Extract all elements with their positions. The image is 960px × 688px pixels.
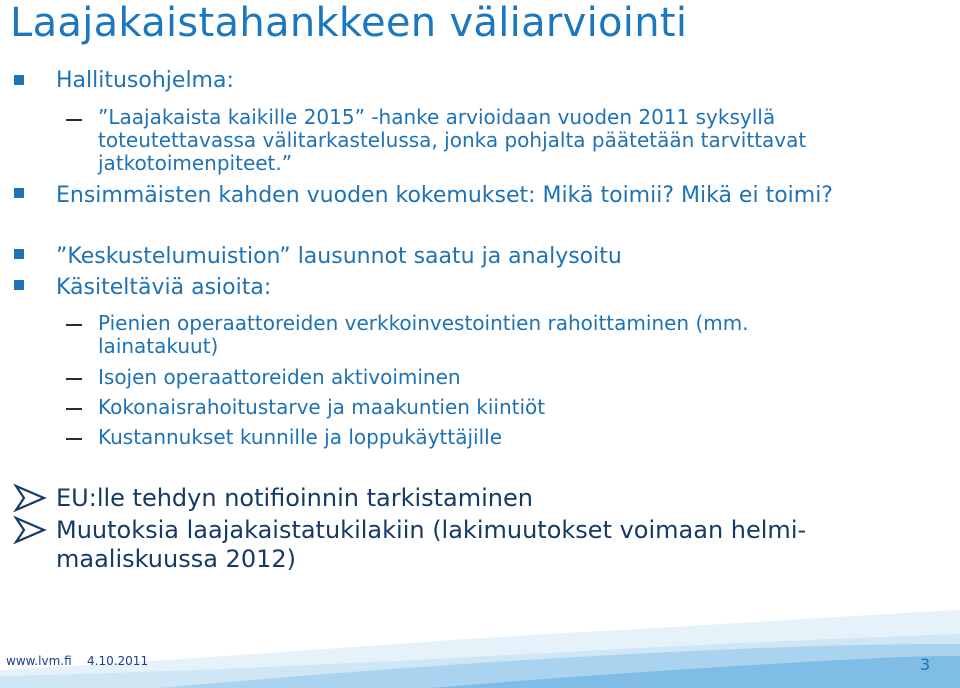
page-number: 3 [920,655,931,674]
sub-bullet-pienien: Pienien operaattoreiden verkkoinvestointien rahoittaminen (mm. lainatakuut) [98,311,749,358]
sub-bullet-kustannukset: Kustannukset kunnille ja loppukäyttäjille [98,425,502,449]
dash-icon [66,408,82,410]
sub-bullet-laajakaista: ”Laajakaista kaikille 2015” -hanke arvioidaan vuoden 2011 syksyllä toteutettavassa välitarkastelussa, jonka pohjalta päätetään tarvittavat jatkotoimenpiteet.” [98,105,807,175]
dash-icon [66,324,82,326]
square-bullet-icon [14,188,24,198]
bullet-hallitusohjelma: Hallitusohjelma: [56,68,234,93]
bullet-kasiteltavia: Käsiteltäviä asioita: [56,275,272,300]
dash-icon [66,378,82,380]
page-title: Laajakaistahankkeen väliarviointi [10,0,688,46]
square-bullet-icon [14,75,24,85]
footer-wave-decoration [0,600,960,688]
arrow-bullet-icon [12,516,48,544]
sub-bullet-kokonaisrahoitus: Kokonaisrahoitustarve ja maakuntien kiintiöt [98,395,546,419]
bullet-kokemukset: Ensimmäisten kahden vuoden kokemukset: Mikä toimii? Mikä ei toimi? [56,183,833,208]
arrow-bullet-icon [12,484,48,512]
bullet-keskustelumuistio: ”Keskustelumuistion” lausunnot saatu ja analysoitu [56,244,622,269]
square-bullet-icon [14,280,24,290]
footer-url[interactable]: www.lvm.fi [6,654,72,668]
dash-icon [66,119,82,121]
bullet-lakimuutokset: Muutoksia laajakaistatukilakiin (lakimuutokset voimaan helmi-maaliskuussa 2012) [56,516,807,573]
bullet-eu-notifiointi: EU:lle tehdyn notifioinnin tarkistaminen [56,484,533,512]
square-bullet-icon [14,249,24,259]
sub-bullet-isojen: Isojen operaattoreiden aktivoiminen [98,365,461,389]
dash-icon [66,438,82,440]
footer-date: 4.10.2011 [87,654,149,668]
